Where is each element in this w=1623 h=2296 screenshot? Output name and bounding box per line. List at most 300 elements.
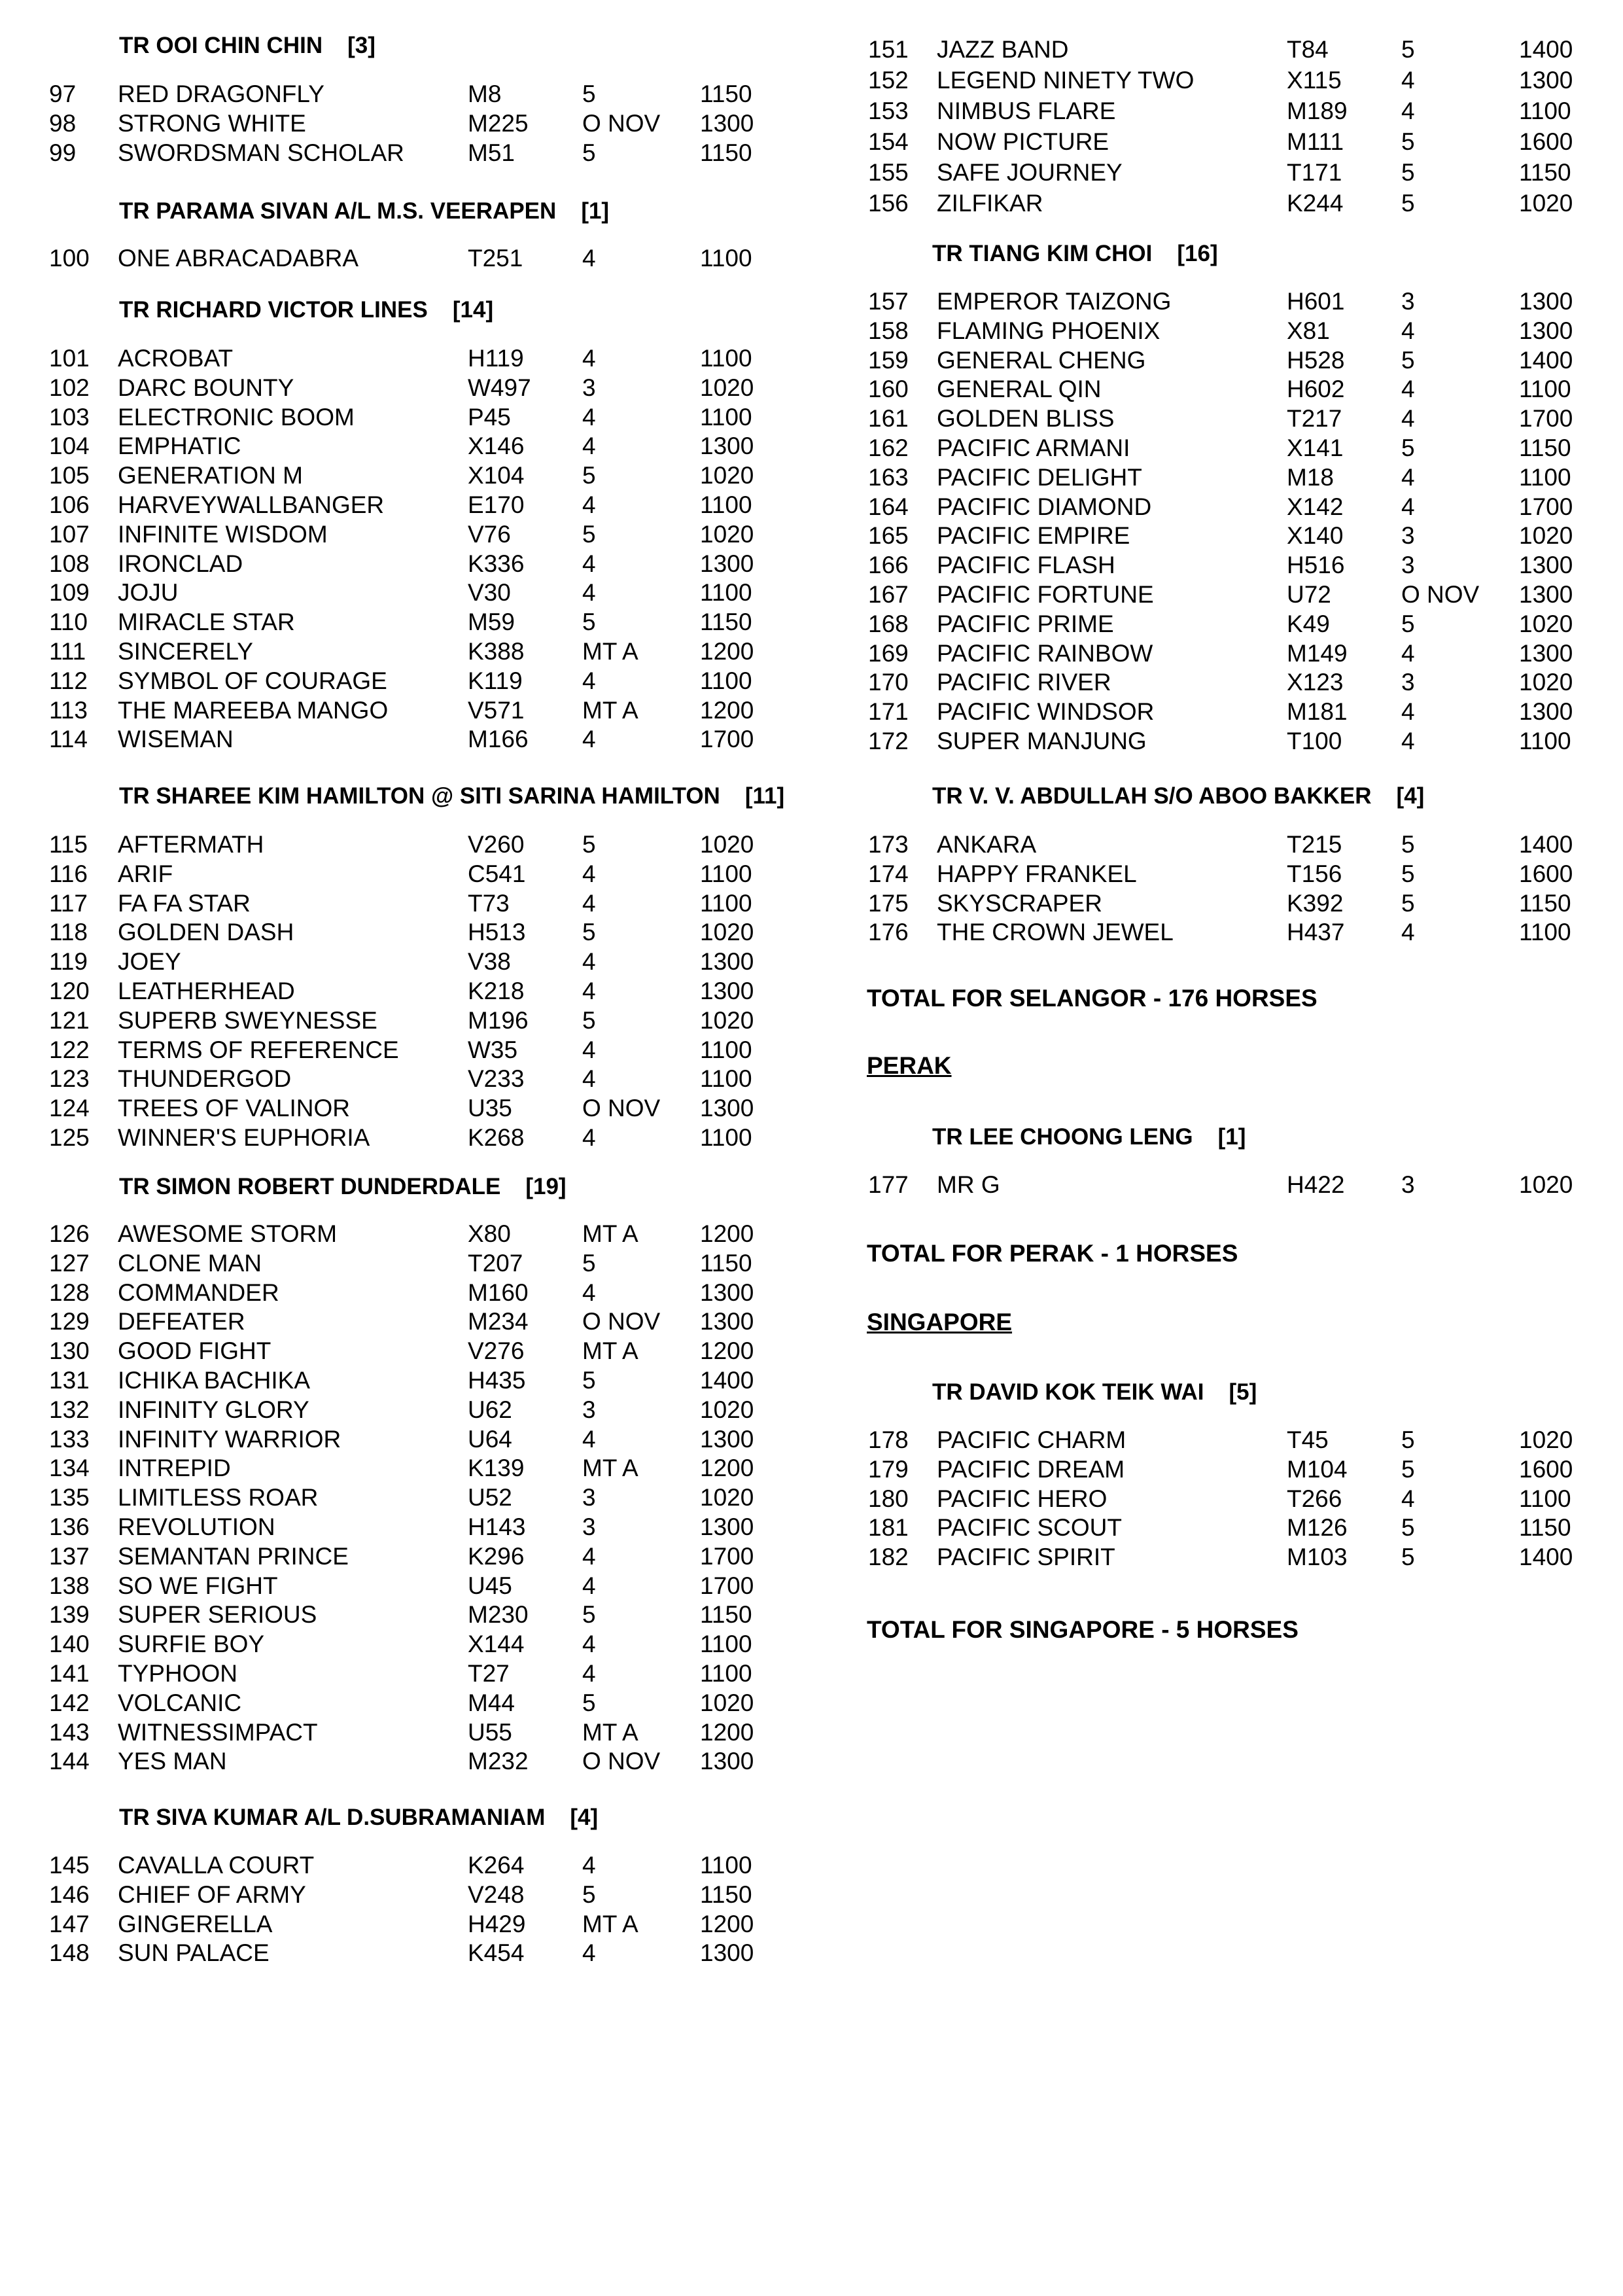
horse-number: 152 bbox=[868, 67, 909, 94]
horse-class: 4 bbox=[582, 433, 596, 460]
horse-class: 4 bbox=[582, 1425, 596, 1453]
horse-number: 134 bbox=[49, 1455, 90, 1482]
horse-distance: 1300 bbox=[1519, 67, 1573, 94]
horse-name: THUNDERGOD bbox=[118, 1065, 292, 1093]
horse-name: PACIFIC DREAM bbox=[937, 1455, 1125, 1483]
horse-code: M126 bbox=[1287, 1514, 1348, 1542]
table-row bbox=[850, 190, 1623, 219]
horse-class: 3 bbox=[1401, 288, 1415, 315]
horse-code: T100 bbox=[1287, 728, 1342, 754]
horse-distance: 1100 bbox=[700, 345, 752, 372]
horse-class: 4 bbox=[582, 1279, 596, 1306]
horse-name: LEATHERHEAD bbox=[118, 978, 295, 1004]
horse-distance: 1400 bbox=[1519, 831, 1573, 858]
horse-code: M196 bbox=[468, 1006, 529, 1034]
horse-distance: 1400 bbox=[1519, 36, 1573, 63]
horse-distance: 1200 bbox=[700, 1337, 754, 1365]
horse-name: EMPEROR TAIZONG bbox=[937, 288, 1172, 315]
horse-name: WINNER'S EUPHORIA bbox=[118, 1124, 370, 1151]
trainer-heading bbox=[932, 1379, 1257, 1405]
horse-code: H602 bbox=[1287, 376, 1345, 403]
horse-number: 97 bbox=[49, 80, 77, 107]
table-row bbox=[0, 1852, 773, 1881]
horse-code: M181 bbox=[1287, 698, 1348, 726]
horse-name: LIMITLESS ROAR bbox=[118, 1484, 319, 1511]
horse-distance: 1100 bbox=[700, 403, 752, 431]
table-row bbox=[850, 698, 1623, 728]
horse-code: U64 bbox=[468, 1425, 512, 1453]
table-row bbox=[850, 1456, 1623, 1485]
horse-name: HARVEYWALLBANGER bbox=[118, 491, 385, 518]
trainer-heading bbox=[119, 783, 784, 809]
horse-class: 3 bbox=[1401, 669, 1415, 696]
horse-code: U72 bbox=[1287, 581, 1331, 608]
table-row bbox=[0, 245, 773, 274]
horse-name: HAPPY FRANKEL bbox=[937, 860, 1137, 887]
horse-distance: 1300 bbox=[1519, 581, 1573, 608]
horse-class: 3 bbox=[582, 374, 596, 401]
horse-name: INFINITY GLORY bbox=[118, 1396, 309, 1423]
table-row bbox=[850, 831, 1623, 860]
horse-code: M234 bbox=[468, 1308, 529, 1335]
horse-distance: 1020 bbox=[700, 919, 754, 946]
horse-distance: 1200 bbox=[700, 638, 754, 665]
horse-code: T251 bbox=[468, 245, 523, 272]
horse-code: K139 bbox=[468, 1455, 525, 1482]
horse-distance: 1100 bbox=[700, 889, 752, 917]
horse-name: SEMANTAN PRINCE bbox=[118, 1542, 349, 1570]
horse-class: 4 bbox=[582, 860, 596, 887]
horse-code: T171 bbox=[1287, 159, 1342, 186]
horse-number: 123 bbox=[49, 1065, 90, 1093]
horse-name: NIMBUS FLARE bbox=[937, 97, 1116, 124]
horse-code: V76 bbox=[468, 520, 511, 548]
horse-code: H437 bbox=[1287, 919, 1345, 946]
horse-name: RED DRAGONFLY bbox=[118, 80, 324, 107]
horse-code: K388 bbox=[468, 638, 525, 665]
horse-distance: 1100 bbox=[700, 1124, 752, 1151]
horse-code: H435 bbox=[468, 1367, 526, 1394]
horse-count: [1] bbox=[1217, 1124, 1246, 1150]
horse-class: 5 bbox=[1401, 159, 1415, 186]
horse-class: 4 bbox=[582, 491, 596, 518]
table-row bbox=[0, 491, 773, 521]
horse-name: PACIFIC WINDSOR bbox=[937, 698, 1155, 726]
table-row bbox=[0, 404, 773, 433]
horse-code: H422 bbox=[1287, 1171, 1345, 1198]
table-row bbox=[0, 139, 773, 169]
horse-distance: 1400 bbox=[1519, 346, 1573, 374]
table-row bbox=[0, 638, 773, 667]
horse-name: ACROBAT bbox=[118, 345, 234, 372]
horse-class: 4 bbox=[582, 667, 596, 694]
horse-class: 5 bbox=[582, 1601, 596, 1629]
horse-class: 4 bbox=[582, 1939, 596, 1967]
table-row bbox=[0, 1396, 773, 1426]
horse-number: 102 bbox=[49, 374, 90, 401]
horse-distance: 1700 bbox=[1519, 493, 1573, 520]
trainer-heading bbox=[932, 241, 1218, 267]
horse-number: 105 bbox=[49, 462, 90, 489]
horse-class: 4 bbox=[582, 1660, 596, 1687]
table-row bbox=[850, 347, 1623, 376]
horse-code: K268 bbox=[468, 1124, 525, 1151]
horse-number: 153 bbox=[868, 97, 909, 124]
horse-number: 179 bbox=[868, 1455, 909, 1483]
horse-number: 138 bbox=[49, 1572, 90, 1599]
horse-number: 131 bbox=[49, 1367, 90, 1394]
table-row bbox=[0, 1660, 773, 1689]
horse-class: 3 bbox=[582, 1513, 596, 1540]
horse-number: 167 bbox=[868, 581, 909, 608]
horse-name: PACIFIC PRIME bbox=[937, 610, 1114, 637]
horse-number: 109 bbox=[49, 579, 90, 607]
horse-code: U52 bbox=[468, 1484, 512, 1511]
horse-class: 4 bbox=[582, 1065, 596, 1093]
horse-code: X123 bbox=[1287, 669, 1344, 696]
table-row bbox=[850, 128, 1623, 158]
horse-name: SYMBOL OF COURAGE bbox=[118, 667, 387, 694]
horse-count: [4] bbox=[570, 1805, 599, 1830]
horse-name: JAZZ BAND bbox=[937, 36, 1069, 63]
horse-name: EMPHATIC bbox=[118, 433, 241, 460]
horse-distance: 1020 bbox=[700, 374, 754, 401]
table-row bbox=[0, 667, 773, 697]
horse-class: 5 bbox=[1401, 860, 1415, 887]
horse-number: 163 bbox=[868, 463, 909, 491]
horse-number: 121 bbox=[49, 1006, 90, 1034]
horse-number: 122 bbox=[49, 1036, 90, 1063]
horse-number: 147 bbox=[49, 1910, 90, 1937]
table-row bbox=[850, 405, 1623, 434]
horse-class: 5 bbox=[582, 520, 596, 548]
horse-class: 5 bbox=[1401, 831, 1415, 858]
horse-distance: 1300 bbox=[700, 978, 754, 1004]
horse-class: 5 bbox=[582, 831, 596, 858]
horse-class: 4 bbox=[582, 978, 596, 1004]
trainer-name: TR LEE CHOONG LENG bbox=[932, 1124, 1193, 1150]
table-row bbox=[850, 97, 1623, 127]
horse-number: 146 bbox=[49, 1881, 90, 1908]
horse-class: 5 bbox=[582, 1367, 596, 1394]
horse-number: 117 bbox=[49, 889, 88, 917]
table-row bbox=[0, 831, 773, 860]
horse-code: V30 bbox=[468, 579, 511, 607]
horse-name: YES MAN bbox=[118, 1748, 227, 1775]
horse-distance: 1200 bbox=[700, 1455, 754, 1482]
horse-class: 4 bbox=[1401, 376, 1415, 403]
horse-distance: 1300 bbox=[700, 1513, 754, 1540]
horse-distance: 1100 bbox=[700, 491, 752, 518]
trainer-heading bbox=[119, 1174, 567, 1200]
horse-class: 4 bbox=[582, 403, 596, 431]
horse-class: 4 bbox=[1401, 919, 1415, 946]
horse-code: X142 bbox=[1287, 493, 1344, 520]
horse-distance: 1100 bbox=[1519, 97, 1571, 124]
horse-code: T266 bbox=[1287, 1485, 1342, 1512]
horse-name: JOEY bbox=[118, 948, 181, 976]
trainer-heading bbox=[932, 1124, 1246, 1150]
table-row bbox=[0, 1308, 773, 1337]
horse-code: M59 bbox=[468, 609, 515, 636]
horse-name: GENERATION M bbox=[118, 462, 303, 489]
horse-class: 4 bbox=[1401, 639, 1415, 667]
horse-class: 5 bbox=[582, 1881, 596, 1908]
horse-class: 4 bbox=[1401, 1485, 1415, 1512]
horse-distance: 1200 bbox=[700, 1220, 754, 1247]
horse-name: DEFEATER bbox=[118, 1308, 245, 1335]
horse-class: 4 bbox=[582, 726, 596, 753]
table-row bbox=[0, 1065, 773, 1095]
horse-name: AWESOME STORM bbox=[118, 1220, 338, 1247]
horse-name: ARIF bbox=[118, 860, 173, 887]
horse-name: PACIFIC SCOUT bbox=[937, 1514, 1122, 1542]
horse-name: PACIFIC FLASH bbox=[937, 552, 1115, 579]
horse-code: K244 bbox=[1287, 190, 1344, 217]
horse-distance: 1150 bbox=[700, 139, 752, 166]
table-row bbox=[850, 317, 1623, 347]
horse-name: SUPERB SWEYNESSE bbox=[118, 1006, 377, 1034]
table-row bbox=[850, 728, 1623, 757]
horse-number: 115 bbox=[49, 831, 88, 858]
horse-name: GOOD FIGHT bbox=[118, 1337, 271, 1365]
table-row bbox=[0, 579, 773, 609]
horse-code: T45 bbox=[1287, 1426, 1329, 1453]
horse-name: MR G bbox=[937, 1171, 1000, 1198]
horse-number: 127 bbox=[49, 1249, 90, 1277]
table-row bbox=[0, 1881, 773, 1911]
horse-name: PACIFIC HERO bbox=[937, 1485, 1108, 1512]
horse-class: 3 bbox=[582, 1396, 596, 1423]
horse-number: 148 bbox=[49, 1939, 90, 1967]
table-row bbox=[0, 521, 773, 550]
horse-number: 170 bbox=[868, 669, 909, 696]
horse-count: [11] bbox=[744, 783, 785, 809]
horse-name: INTREPID bbox=[118, 1455, 231, 1482]
horse-class: 4 bbox=[582, 948, 596, 976]
trainer-name: TR SIMON ROBERT DUNDERDALE bbox=[119, 1174, 501, 1199]
horse-number: 157 bbox=[868, 288, 909, 315]
table-row bbox=[850, 1485, 1623, 1515]
table-row bbox=[0, 1095, 773, 1124]
horse-class: 5 bbox=[582, 139, 596, 166]
table-row bbox=[850, 36, 1623, 65]
trainer-name: TR DAVID KOK TEIK WAI bbox=[932, 1379, 1204, 1405]
horse-code: H601 bbox=[1287, 288, 1345, 315]
horse-distance: 1020 bbox=[700, 462, 754, 489]
horse-class: 4 bbox=[1401, 728, 1415, 754]
horse-code: M111 bbox=[1287, 128, 1344, 155]
horse-name: GOLDEN DASH bbox=[118, 919, 294, 946]
horse-class: 5 bbox=[1401, 889, 1415, 917]
region-perak: PERAK bbox=[867, 1052, 952, 1079]
table-row bbox=[0, 860, 773, 890]
table-row bbox=[850, 610, 1623, 640]
horse-distance: 1020 bbox=[700, 520, 754, 548]
horse-class: O NOV bbox=[582, 1308, 661, 1335]
horse-code: V248 bbox=[468, 1881, 525, 1908]
table-row bbox=[850, 1544, 1623, 1573]
horse-distance: 1100 bbox=[700, 860, 752, 887]
horse-code: K454 bbox=[468, 1939, 525, 1967]
horse-code: X144 bbox=[468, 1631, 525, 1658]
horse-number: 101 bbox=[49, 345, 90, 372]
horse-code: V571 bbox=[468, 696, 525, 724]
horse-name: COMMANDER bbox=[118, 1279, 279, 1306]
horse-code: M104 bbox=[1287, 1455, 1348, 1483]
horse-distance: 1150 bbox=[700, 1601, 752, 1629]
horse-number: 132 bbox=[49, 1396, 90, 1423]
table-row bbox=[0, 919, 773, 948]
horse-code: T207 bbox=[468, 1249, 523, 1277]
horse-class: 3 bbox=[1401, 1171, 1415, 1198]
horse-class: 4 bbox=[1401, 97, 1415, 124]
horse-number: 180 bbox=[868, 1485, 909, 1512]
horse-code: E170 bbox=[468, 491, 525, 518]
table-row bbox=[850, 640, 1623, 669]
horse-code: M18 bbox=[1287, 463, 1334, 491]
horse-name: PACIFIC ARMANI bbox=[937, 434, 1130, 461]
table-row bbox=[0, 80, 773, 110]
trainer-name: TR RICHARD VICTOR LINES bbox=[119, 297, 428, 323]
horse-number: 173 bbox=[868, 831, 909, 858]
horse-distance: 1300 bbox=[700, 948, 754, 976]
horse-distance: 1300 bbox=[700, 1095, 754, 1122]
horse-number: 139 bbox=[49, 1601, 90, 1629]
horse-name: ICHIKA BACHIKA bbox=[118, 1367, 311, 1394]
horse-name: GOLDEN BLISS bbox=[937, 405, 1115, 433]
horse-number: 116 bbox=[49, 860, 88, 887]
horse-name: GINGERELLA bbox=[118, 1910, 273, 1937]
horse-distance: 1700 bbox=[1519, 405, 1573, 433]
horse-number: 154 bbox=[868, 128, 909, 155]
horse-distance: 1100 bbox=[700, 667, 752, 694]
table-row bbox=[850, 493, 1623, 523]
horse-name: CLONE MAN bbox=[118, 1249, 262, 1277]
horse-class: 4 bbox=[582, 1124, 596, 1151]
horse-class: MT A bbox=[582, 1337, 638, 1365]
horse-class: 4 bbox=[582, 889, 596, 917]
horse-name: AFTERMATH bbox=[118, 831, 264, 858]
horse-number: 110 bbox=[49, 609, 88, 636]
table-row bbox=[850, 860, 1623, 890]
horse-number: 155 bbox=[868, 159, 909, 186]
horse-number: 137 bbox=[49, 1542, 90, 1570]
horse-number: 169 bbox=[868, 639, 909, 667]
horse-class: 4 bbox=[1401, 698, 1415, 726]
horse-number: 177 bbox=[868, 1171, 909, 1198]
horse-code: X140 bbox=[1287, 522, 1344, 550]
trainer-name: TR SHAREE KIM HAMILTON @ SITI SARINA HAMILTON bbox=[119, 783, 720, 809]
horse-code: K392 bbox=[1287, 889, 1344, 917]
horse-code: V276 bbox=[468, 1337, 525, 1365]
horse-distance: 1300 bbox=[700, 109, 754, 137]
horse-code: M166 bbox=[468, 726, 529, 753]
horse-name: SUPER SERIOUS bbox=[118, 1601, 317, 1629]
horse-name: ONE ABRACADABRA bbox=[118, 245, 359, 272]
trainer-name: TR OOI CHIN CHIN bbox=[119, 33, 323, 58]
horse-distance: 1020 bbox=[1519, 669, 1573, 696]
table-row bbox=[0, 1748, 773, 1777]
horse-number: 124 bbox=[49, 1095, 90, 1122]
table-row bbox=[0, 609, 773, 638]
horse-class: 5 bbox=[582, 919, 596, 946]
table-row bbox=[0, 1367, 773, 1396]
table-row bbox=[850, 1426, 1623, 1456]
horse-code: T27 bbox=[468, 1660, 510, 1687]
horse-class: 4 bbox=[582, 345, 596, 372]
horse-code: W497 bbox=[468, 374, 531, 401]
horse-class: 5 bbox=[582, 1249, 596, 1277]
horse-code: K119 bbox=[468, 667, 523, 694]
horse-name: PACIFIC FORTUNE bbox=[937, 581, 1154, 608]
horse-number: 129 bbox=[49, 1308, 90, 1335]
horse-name: INFINITE WISDOM bbox=[118, 520, 328, 548]
table-row bbox=[850, 67, 1623, 96]
horse-name: SAFE JOURNEY bbox=[937, 159, 1123, 186]
horse-number: 156 bbox=[868, 190, 909, 217]
horse-class: O NOV bbox=[582, 109, 661, 137]
horse-number: 120 bbox=[49, 978, 90, 1004]
horse-class: 4 bbox=[582, 1542, 596, 1570]
horse-number: 160 bbox=[868, 376, 909, 403]
horse-class: 4 bbox=[1401, 317, 1415, 344]
horse-name: TYPHOON bbox=[118, 1660, 237, 1687]
horse-code: M103 bbox=[1287, 1544, 1348, 1571]
table-row bbox=[0, 1572, 773, 1602]
horse-class: 4 bbox=[582, 1036, 596, 1063]
horse-code: M225 bbox=[468, 109, 529, 137]
trainer-heading bbox=[119, 198, 609, 224]
horse-name: NOW PICTURE bbox=[937, 128, 1109, 155]
horse-name: INFINITY WARRIOR bbox=[118, 1425, 341, 1453]
table-row bbox=[850, 434, 1623, 464]
trainer-heading bbox=[932, 783, 1424, 809]
horse-distance: 1100 bbox=[700, 1036, 752, 1063]
horse-name: PACIFIC EMPIRE bbox=[937, 522, 1130, 550]
horse-code: H143 bbox=[468, 1513, 526, 1540]
trainer-heading bbox=[119, 33, 375, 59]
table-row bbox=[0, 1543, 773, 1572]
horse-number: 133 bbox=[49, 1425, 90, 1453]
total-perak: TOTAL FOR PERAK - 1 HORSES bbox=[867, 1240, 1238, 1267]
table-row bbox=[850, 552, 1623, 581]
horse-number: 128 bbox=[49, 1279, 90, 1306]
horse-name: IRONCLAD bbox=[118, 550, 243, 577]
horse-code: X115 bbox=[1287, 67, 1342, 94]
horse-distance: 1600 bbox=[1519, 128, 1573, 155]
table-row bbox=[0, 462, 773, 491]
horse-count: [5] bbox=[1229, 1379, 1257, 1405]
horse-distance: 1300 bbox=[1519, 639, 1573, 667]
horse-class: O NOV bbox=[582, 1095, 661, 1122]
horse-distance: 1100 bbox=[700, 1065, 752, 1093]
table-row bbox=[850, 1171, 1623, 1201]
horse-distance: 1300 bbox=[700, 1425, 754, 1453]
horse-class: MT A bbox=[582, 1718, 638, 1746]
horse-code: H528 bbox=[1287, 346, 1345, 374]
horse-code: T156 bbox=[1287, 860, 1342, 887]
horse-count: [16] bbox=[1177, 241, 1218, 266]
horse-code: U55 bbox=[468, 1718, 512, 1746]
horse-code: M149 bbox=[1287, 639, 1348, 667]
horse-code: M8 bbox=[468, 80, 502, 107]
horse-number: 103 bbox=[49, 403, 90, 431]
horse-distance: 1300 bbox=[700, 1308, 754, 1335]
horse-distance: 1020 bbox=[700, 1006, 754, 1034]
horse-distance: 1200 bbox=[700, 1718, 754, 1746]
horse-distance: 1300 bbox=[1519, 317, 1573, 344]
